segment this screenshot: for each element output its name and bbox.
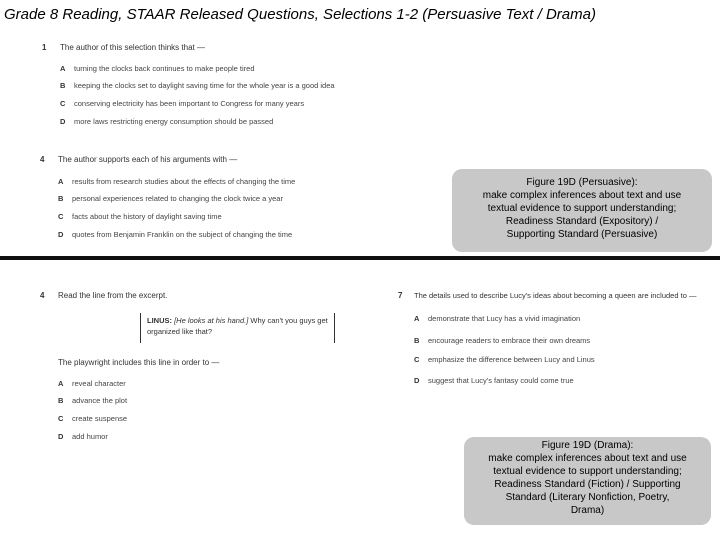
question-stem: The author of this selection thinks that — <box>60 43 205 52</box>
question-number: 1 <box>42 43 47 52</box>
section-divider <box>0 256 720 260</box>
answer-option[interactable]: C emphasize the difference between Lucy and Linus <box>414 355 595 364</box>
standard-callout-drama: Figure 19D (Drama): make complex inferences about text and use textual evidence to support understanding; Readiness Standard (Fiction) / Supporting Standard (Literary Nonfiction, Poetry, Drama) <box>464 437 711 525</box>
answer-option[interactable]: B encourage readers to embrace their own dreams <box>414 336 591 345</box>
answer-option[interactable]: D suggest that Lucy's fantasy could come true <box>414 376 574 385</box>
standard-callout-persuasive: Figure 19D (Persuasive): make complex inferences about text and use textual evidence to support understanding; Readiness Standard (Expository) / Supporting Standard (Persuasive) <box>452 169 712 252</box>
answer-option[interactable]: D more laws restricting energy consumption should be passed <box>60 117 274 126</box>
question-number: 4 <box>40 155 45 164</box>
question-stem: The author supports each of his arguments with — <box>58 155 238 164</box>
answer-option[interactable]: C facts about the history of daylight saving time <box>58 212 222 221</box>
answer-option[interactable]: B personal experiences related to changing the clock twice a year <box>58 194 283 203</box>
question-stem: Read the line from the excerpt. <box>58 291 168 300</box>
answer-option[interactable]: D quotes from Benjamin Franklin on the subject of changing the time <box>58 230 293 239</box>
question-number: 7 <box>398 291 403 300</box>
answer-option[interactable]: D add humor <box>58 432 108 441</box>
answer-option[interactable]: A turning the clocks back continues to make people tired <box>60 64 255 73</box>
excerpt-box: LINUS: [He looks at his hand.] Why can't you guys get organized like that? <box>140 313 335 343</box>
answer-option[interactable]: C conserving electricity has been important to Congress for many years <box>60 99 305 108</box>
answer-option[interactable]: A demonstrate that Lucy has a vivid imagination <box>414 314 581 323</box>
answer-option[interactable]: A results from research studies about the effects of changing the time <box>58 177 296 186</box>
page-title: Grade 8 Reading, STAAR Released Questions, Selections 1-2 (Persuasive Text / Drama) <box>4 6 596 23</box>
answer-option[interactable]: B keeping the clocks set to daylight saving time for the whole year is a good idea <box>60 81 335 90</box>
question-prompt: The playwright includes this line in order to — <box>58 358 220 367</box>
answer-option[interactable]: C create suspense <box>58 414 128 423</box>
answer-option[interactable]: B advance the plot <box>58 396 128 405</box>
question-number: 4 <box>40 291 45 300</box>
answer-option[interactable]: A reveal character <box>58 379 126 388</box>
question-stem: The details used to describe Lucy's ideas about becoming a queen are included to — <box>414 291 697 300</box>
